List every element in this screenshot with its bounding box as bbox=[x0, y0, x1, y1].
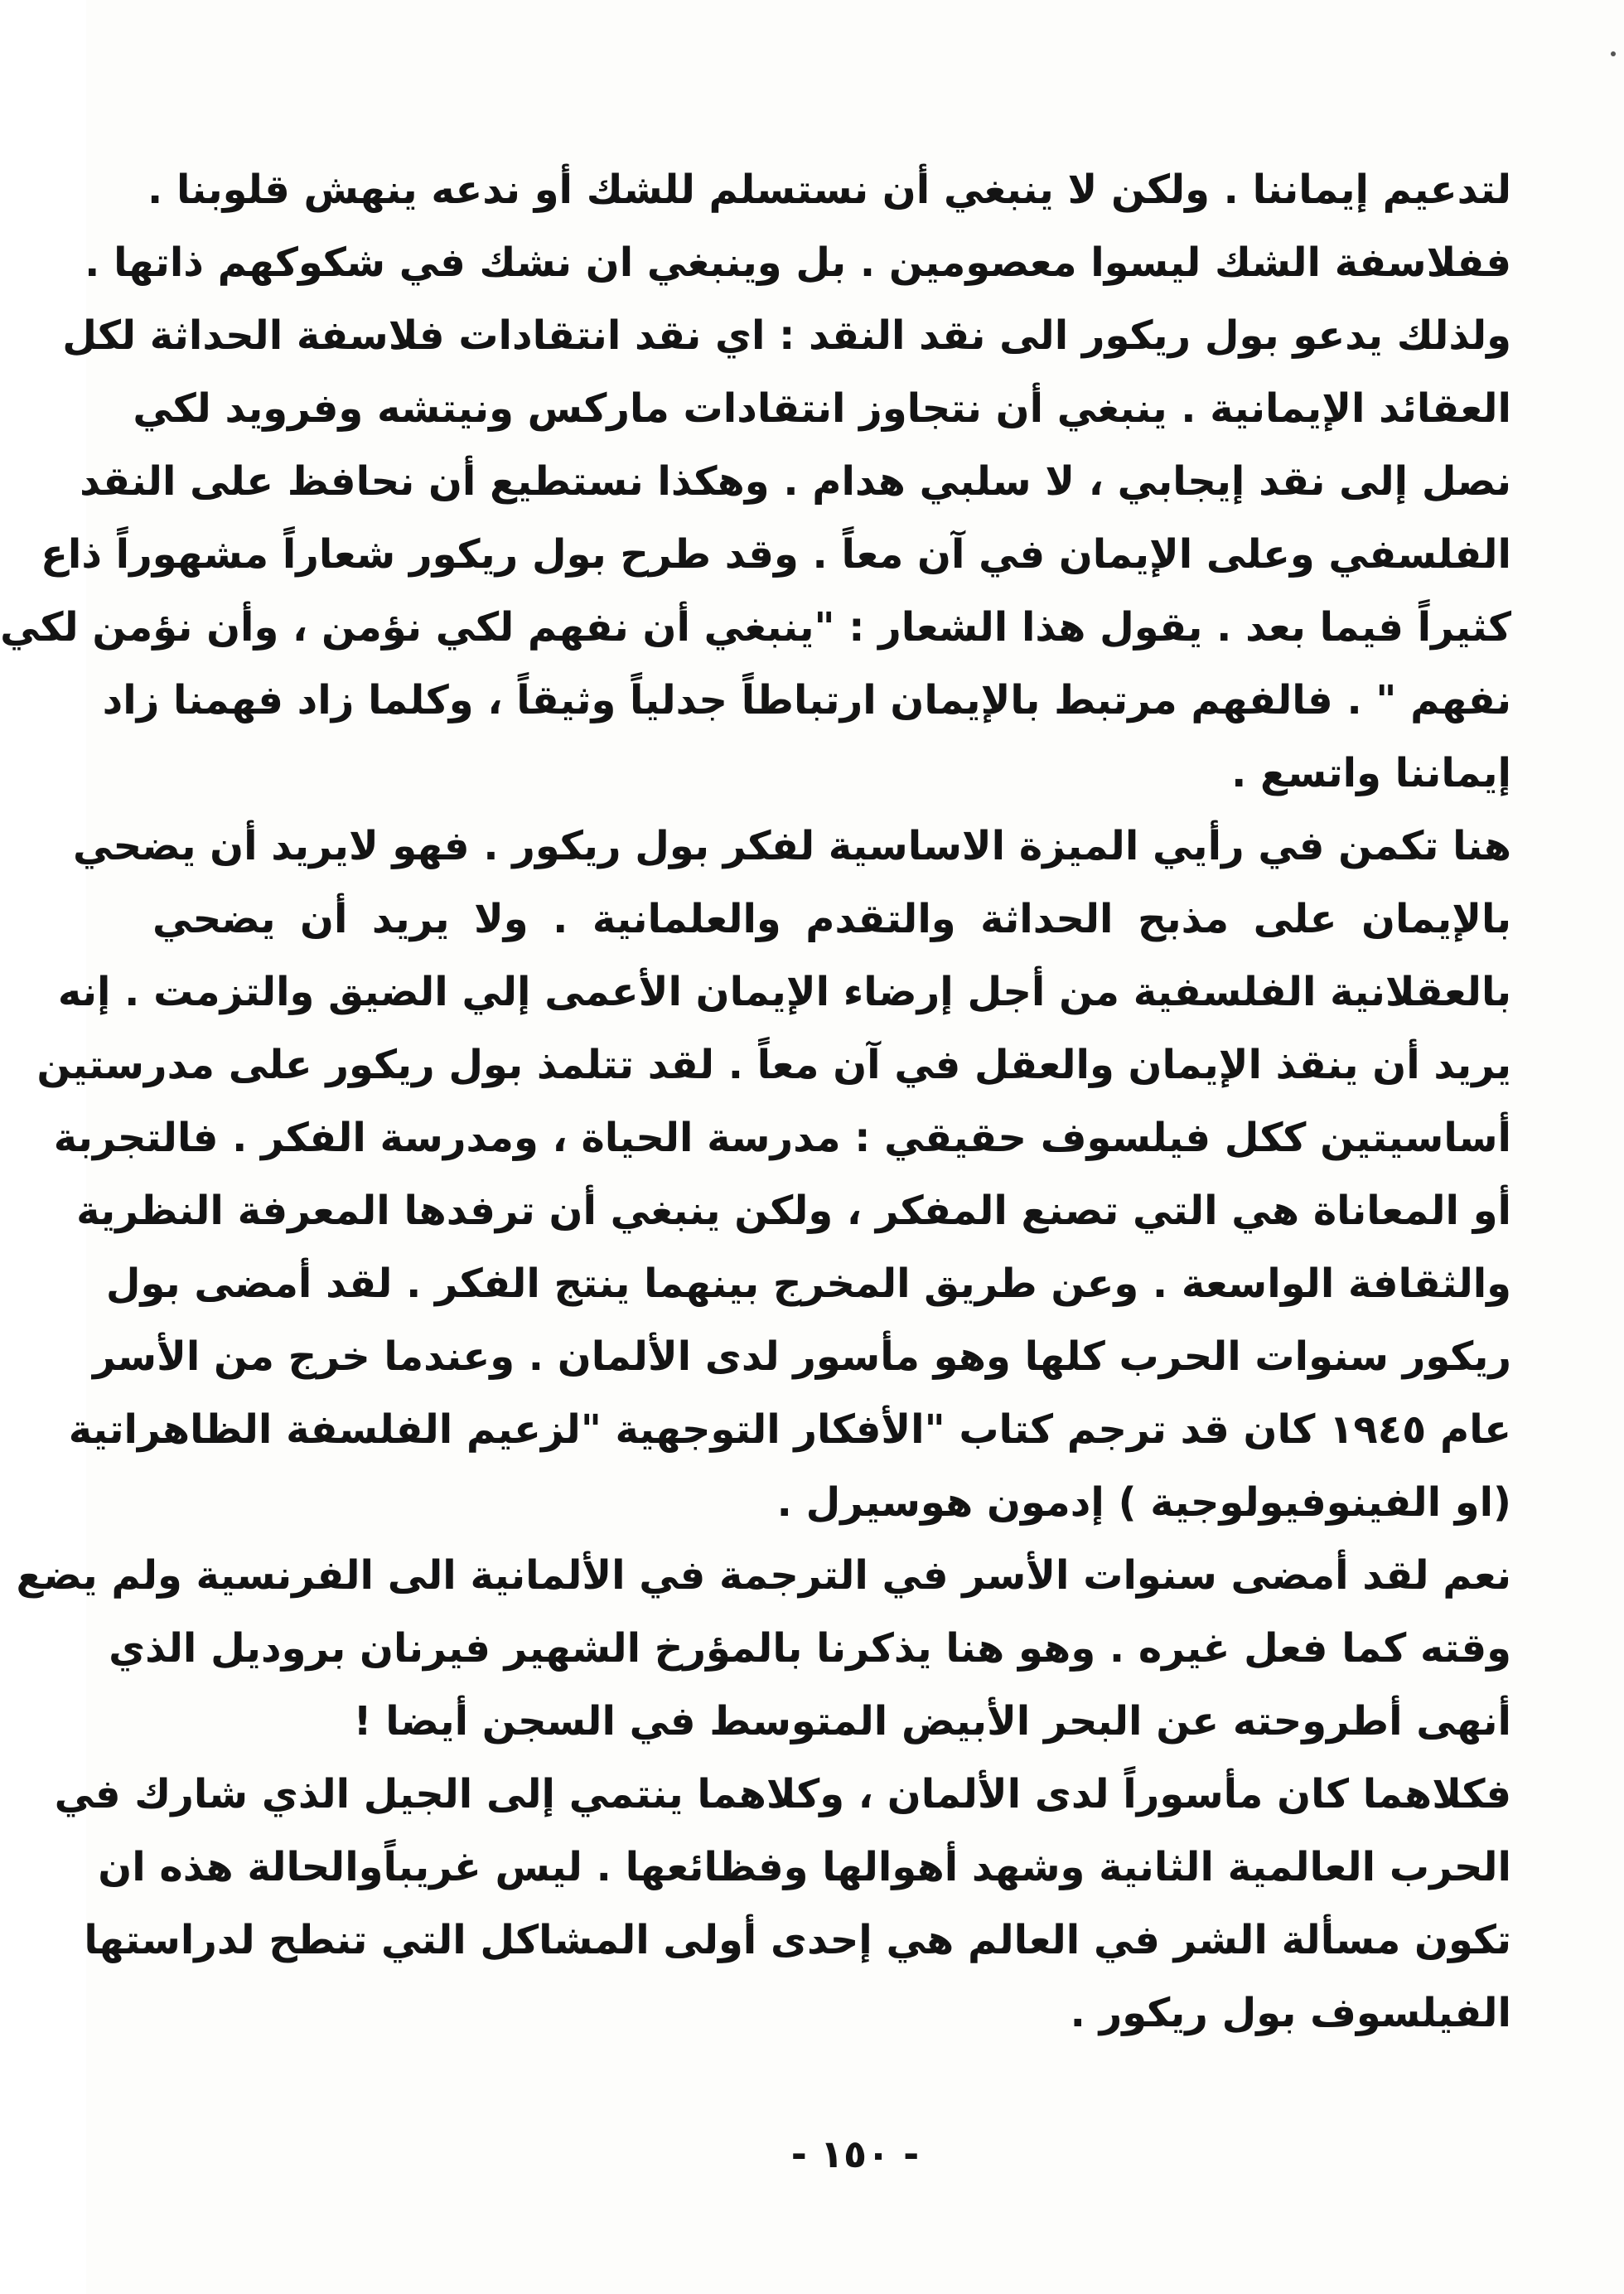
text-line: وقته كما فعل غيره . وهو هنا يذكرنا بالمؤرخ الشهير فيرنان بروديل الذي bbox=[109, 1625, 1511, 1672]
corner-dot bbox=[1611, 51, 1616, 56]
text-line: ولذلك يدعو بول ريكور الى نقد النقد : اي نقد انتقادات فلاسفة الحداثة لكل bbox=[62, 312, 1511, 359]
text-line: بالعقلانية الفلسفية من أجل إرضاء الإيمان الأعمى إلي الضيق والتزمت . إنه bbox=[57, 969, 1511, 1015]
text-line: نفهم " . فالفهم مرتبط بالإيمان ارتباطاً جدلياً وثيقاً ، وكلما زاد فهمنا زاد bbox=[102, 677, 1511, 724]
text-line: فكلاهما كان مأسوراً لدى الألمان ، وكلاهما ينتمي إلى الجيل الذي شارك في bbox=[54, 1771, 1511, 1817]
text-line: أو المعاناة هي التي تصنع المفكر ، ولكن ينبغي أن ترفدها المعرفة النظرية bbox=[76, 1188, 1511, 1234]
text-line: نعم لقد أمضى سنوات الأسر في الترجمة في الألمانية الى الفرنسية ولم يضع bbox=[16, 1552, 1511, 1599]
text-line: أساسيتين ككل فيلسوف حقيقي : مدرسة الحياة ، ومدرسة الفكر . فالتجربة bbox=[53, 1115, 1511, 1161]
text-line: تكون مسألة الشر في العالم هي إحدى أولى المشاكل التي تنطح لدراستها bbox=[84, 1917, 1511, 1963]
text-line: ريكور سنوات الحرب كلها وهو مأسور لدى الألمان . وعندما خرج من الأسر bbox=[93, 1333, 1511, 1380]
text-line: الفيلسوف بول ريكور . bbox=[1070, 1990, 1511, 2036]
text-line: والثقافة الواسعة . وعن طريق المخرج بينهما ينتج الفكر . لقد أمضى بول bbox=[105, 1261, 1511, 1307]
page-number: - ١٥٠ - bbox=[790, 2132, 920, 2176]
body-text bbox=[0, 153, 1511, 2050]
text-line: العقائد الإيمانية . ينبغي أن نتجاوز انتقادات ماركس ونيتشه وفرويد لكي bbox=[133, 385, 1511, 432]
text-line: (او الفينوفيولوجية ) إدمون هوسيرل . bbox=[776, 1479, 1511, 1526]
text-line: الفلسفي وعلى الإيمان في آن معاً . وقد طرح بول ريكور شعاراً مشهوراً ذاع bbox=[41, 531, 1511, 578]
text-line: لتدعيم إيماننا . ولكن لا ينبغي أن نستسلم للشك أو ندعه ينهش قلوبنا . bbox=[147, 167, 1511, 213]
text-line: يريد أن ينقذ الإيمان والعقل في آن معاً . لقد تتلمذ بول ريكور على مدرستين bbox=[36, 1042, 1511, 1088]
text-line: عام ١٩٤٥ كان قد ترجم كتاب "الأفكار التوجهية "لزعيم الفلسفة الظاهراتية bbox=[68, 1406, 1511, 1453]
text-line: بالإيمان على مذبح الحداثة والتقدم والعلمانية . ولا يريد أن يضحي bbox=[152, 896, 1511, 942]
text-line: أنهى أطروحته عن البحر الأبيض المتوسط في السجن أيضا ! bbox=[353, 1698, 1511, 1745]
text-line: إيماننا واتسع . bbox=[1231, 750, 1511, 796]
text-line: هنا تكمن في رأيي الميزة الاساسية لفكر بول ريكور . فهو لايريد أن يضحي bbox=[72, 823, 1511, 869]
text-line: كثيراً فيما بعد . يقول هذا الشعار : "ينبغي أن نفهم لكي نؤمن ، وأن نؤمن لكي bbox=[0, 604, 1511, 651]
text-line: الحرب العالمية الثانية وشهد أهوالها وفظائعها . ليس غريباًوالحالة هذه ان bbox=[98, 1844, 1511, 1890]
text-line: نصل إلى نقد إيجابي ، لا سلبي هدام . وهكذا نستطيع أن نحافظ على النقد bbox=[80, 458, 1511, 505]
text-line: ففلاسفة الشك ليسوا معصومين . بل وينبغي ان نشك في شكوكهم ذاتها . bbox=[85, 240, 1511, 286]
